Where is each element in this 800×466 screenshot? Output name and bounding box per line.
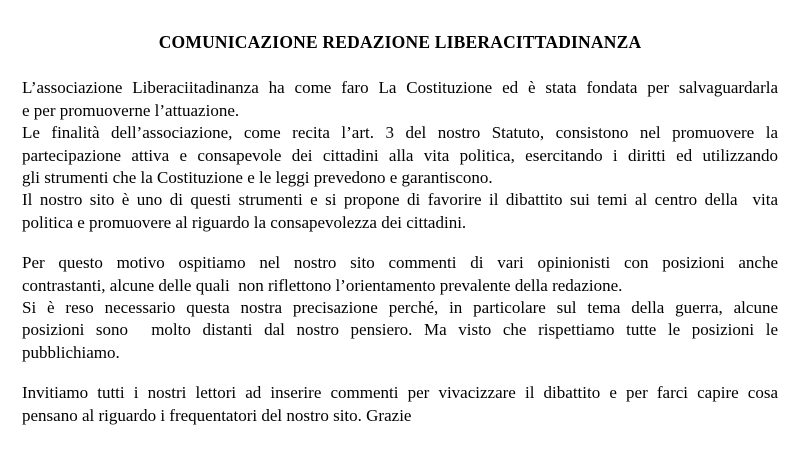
text-line: posizioni sono molto distanti dal nostro pensiero. Ma visto che rispettiamo tutte le posizioni le — [22, 320, 778, 340]
text-line: e per promuoverne l’attuazione. — [22, 100, 240, 120]
text-line: Il nostro sito è uno di questi strumenti e si propone di favorire il dibattito sui temi al centro della vita — [22, 190, 778, 210]
paragraph-clarification — [22, 297, 778, 364]
section-opinions — [22, 252, 778, 364]
paragraph-site-purpose — [22, 189, 778, 234]
text-line: Le finalità dell’associazione, come recita l’art. 3 del nostro Statuto, consistono nel promuovere la — [22, 123, 778, 143]
text-line: pensano al riguardo i frequentatori del nostro sito. Grazie — [22, 405, 412, 425]
paragraph-association — [22, 77, 778, 122]
text-line: contrastanti, alcune delle quali non riflettono l’orientamento prevalente della redazione. — [22, 275, 623, 295]
text-line: pubblichiamo. — [22, 342, 120, 362]
text-line: Invitiamo tutti i nostri lettori ad inserire commenti per vivacizzare il dibattito e per farci capire cosa — [22, 383, 778, 403]
text-line: gli strumenti che la Costituzione e le leggi prevedono e garantiscono. — [22, 168, 493, 188]
section-intro — [22, 77, 778, 234]
text-line: partecipazione attiva e consapevole dei cittadini alla vita politica, esercitando i diritti ed utilizzando — [22, 145, 778, 165]
section-invitation — [22, 382, 778, 427]
text-line: Per questo motivo ospitiamo nel nostro sito commenti di vari opinionisti con posizioni anche — [22, 253, 778, 273]
paragraph-statute — [22, 122, 778, 189]
paragraph-opinionists — [22, 252, 778, 297]
paragraph-invitation — [22, 382, 778, 427]
text-line: Si è reso necessario questa nostra precisazione perché, in particolare sul tema della guerra, alcune — [22, 298, 778, 318]
text-line: politica e promuovere al riguardo la consapevolezza dei cittadini. — [22, 212, 467, 232]
document-title: COMUNICAZIONE REDAZIONE LIBERACITTADINANZA — [158, 32, 642, 52]
text-line: L’associazione Liberaciitadinanza ha come faro La Costituzione ed è stata fondata per salvaguardarla — [22, 78, 778, 98]
